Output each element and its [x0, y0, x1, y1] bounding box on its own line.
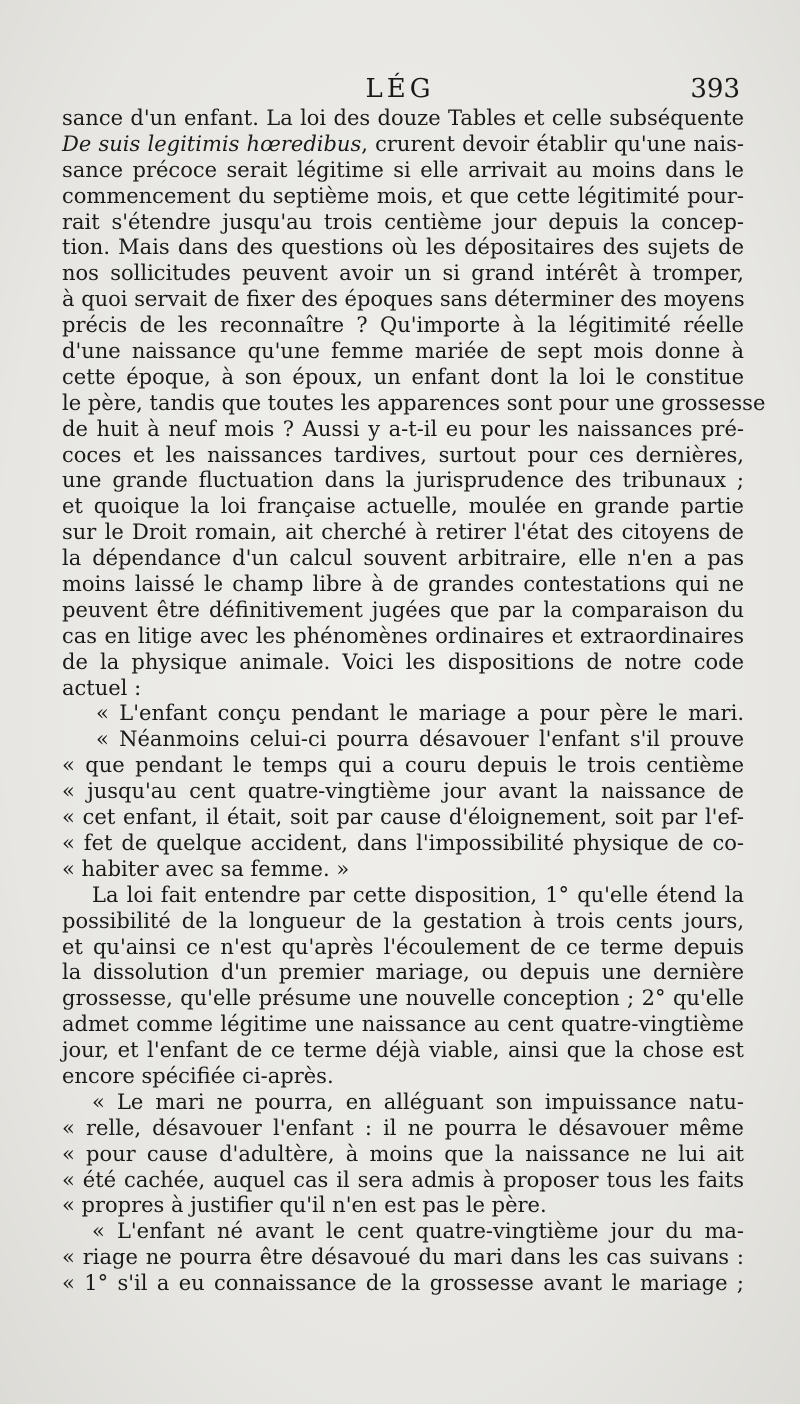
line-text: « habiter avec sa femme. » [62, 856, 350, 881]
line-text: « cet enfant, il était, soit par cause d'éloignement, soit par l'ef- [62, 805, 744, 830]
line-text: coces et les naissances tardives, surtout pour ces dernières, [62, 442, 744, 467]
text-line [62, 624, 744, 650]
text-line [62, 287, 744, 313]
running-head: LÉG [365, 74, 435, 104]
line-text: « pour cause d'adultère, à moins que la naissance ne lui ait [62, 1141, 744, 1166]
text-line [62, 1116, 744, 1142]
body-text [62, 106, 766, 1297]
text-line [62, 701, 744, 727]
text-line [62, 909, 744, 935]
text-line [62, 106, 744, 132]
line-text: une grande fluctuation dans la jurisprudence des tribunaux ; [62, 468, 744, 493]
line-text: de huit à neuf mois ? Aussi y a-t-il eu pour les naissances pré- [62, 416, 744, 441]
line-text: « jusqu'au cent quatre-vingtième jour avant la naissance de [62, 779, 744, 804]
text-line [62, 960, 744, 986]
line-text: « que pendant le temps qui a couru depuis le trois centième [62, 753, 744, 778]
line-text: « relle, désavouer l'enfant : il ne pourra le désavouer même [62, 1115, 744, 1140]
text-line [62, 468, 744, 494]
text-line [62, 779, 744, 805]
text-line [62, 443, 744, 469]
text-line [62, 935, 744, 961]
line-text: « Le mari ne pourra, en alléguant son impuissance natu- [92, 1089, 744, 1114]
text-line [62, 727, 744, 753]
text-line [62, 1090, 744, 1116]
line-text: commencement du septième mois, et que cette légitimité pour- [62, 183, 744, 208]
line-text: le père, tandis que toutes les apparences sont pour une grossesse [62, 390, 766, 415]
text-line [62, 520, 744, 546]
line-text: à quoi servait de fixer des époques sans déterminer des moyens [62, 287, 745, 312]
text-line [62, 1193, 744, 1219]
text-line [62, 805, 744, 831]
line-text: peuvent être définitivement jugées que par la comparaison du [62, 597, 744, 622]
text-line [62, 986, 744, 1012]
line-text: d'une naissance qu'une femme mariée de sept mois donne à [62, 339, 744, 364]
line-text: « été cachée, auquel cas il sera admis à proposer tous les faits [62, 1167, 744, 1192]
line-text: La loi fait entendre par cette disposition, 1° qu'elle étend la [92, 882, 744, 907]
line-text: la dissolution d'un premier mariage, ou depuis une dernière [62, 960, 744, 985]
text-line [62, 598, 744, 624]
line-text: admet comme légitime une naissance au cent quatre-vingtième [62, 1012, 744, 1037]
text-line [62, 1271, 744, 1297]
text-line [62, 1168, 744, 1194]
text-line [62, 390, 766, 417]
text-line [62, 494, 744, 520]
text-line [62, 261, 744, 287]
line-text: moins laissé le champ libre à de grandes contestations qui ne [62, 572, 744, 597]
text-line [62, 184, 744, 210]
line-text: « propres à justifier qu'il n'en est pas le père. [62, 1193, 547, 1218]
line-text: sur le Droit romain, ait cherché à retirer l'état des citoyens de [62, 520, 744, 545]
page-header [60, 74, 740, 110]
text-line [62, 313, 744, 339]
text-line [62, 365, 744, 391]
line-text: sance d'un enfant. La loi des douze Tables et celle subséquente [62, 106, 744, 130]
text-line [62, 1219, 744, 1245]
line-text: grossesse, qu'elle présume une nouvelle conception ; 2° qu'elle [62, 986, 744, 1011]
text-line [62, 1245, 744, 1271]
line-text: nos sollicitudes peuvent avoir un si grand intérêt à tromper, [62, 261, 744, 286]
text-line [62, 753, 744, 779]
text-line [62, 831, 744, 857]
line-text: encore spécifiée ci-après. [62, 1063, 334, 1088]
text-line [62, 1012, 744, 1038]
text-line [62, 572, 744, 598]
line-text: « L'enfant né avant le cent quatre-vingtième jour du ma- [92, 1219, 744, 1244]
text-line [62, 235, 744, 261]
line-text: possibilité de la longueur de la gestation à trois cents jours, [62, 908, 744, 933]
text-line [62, 883, 744, 909]
line-text: et quoique la loi française actuelle, moulée en grande partie [62, 494, 744, 519]
line-text: tion. Mais dans des questions où les dépositaires des sujets de [62, 235, 744, 260]
text-line [62, 132, 744, 158]
line-text: cas en litige avec les phénomènes ordinaires et extraordinaires [62, 623, 744, 648]
italic-title: De suis legitimis hœredibus [62, 131, 362, 156]
line-text: cette époque, à son époux, un enfant dont la loi le constitue [62, 364, 744, 389]
line-text: « L'enfant conçu pendant le mariage a pour père le mari. [96, 701, 744, 726]
line-text: jour, et l'enfant de ce terme déjà viable, ainsi que la chose est [62, 1038, 744, 1063]
line-text: et qu'ainsi ce n'est qu'après l'écoulement de ce terme depuis [62, 934, 744, 959]
text-line [62, 339, 744, 365]
page-number: 393 [690, 74, 740, 104]
line-text: rait s'étendre jusqu'au trois centième jour depuis la concep- [62, 209, 744, 234]
line-text: , crurent devoir établir qu'une nais- [361, 131, 745, 156]
line-text: « 1° s'il a eu connaissance de la grossesse avant le mariage ; [62, 1271, 744, 1296]
text-line [62, 417, 744, 443]
text-line [62, 650, 744, 676]
line-text: « fet de quelque accident, dans l'impossibilité physique de co- [62, 830, 744, 855]
line-text: précis de les reconnaître ? Qu'importe à la légitimité réelle [62, 313, 744, 338]
text-line [62, 1142, 744, 1168]
text-line [62, 210, 744, 236]
line-text: actuel : [62, 675, 142, 700]
text-line [62, 1064, 744, 1090]
line-text: la dépendance d'un calcul souvent arbitraire, elle n'en a pas [62, 546, 744, 571]
text-line [62, 676, 744, 702]
line-text: de la physique animale. Voici les dispositions de notre code [62, 649, 744, 674]
text-line [62, 546, 744, 572]
line-text: « riage ne pourra être désavoué du mari dans les cas suivans : [62, 1245, 744, 1270]
text-line [62, 857, 744, 883]
text-line [62, 158, 744, 184]
line-text: « Néanmoins celui-ci pourra désavouer l'enfant s'il prouve [96, 727, 744, 752]
text-line [62, 1038, 744, 1064]
line-text: sance précoce serait légitime si elle arrivait au moins dans le [62, 157, 744, 182]
